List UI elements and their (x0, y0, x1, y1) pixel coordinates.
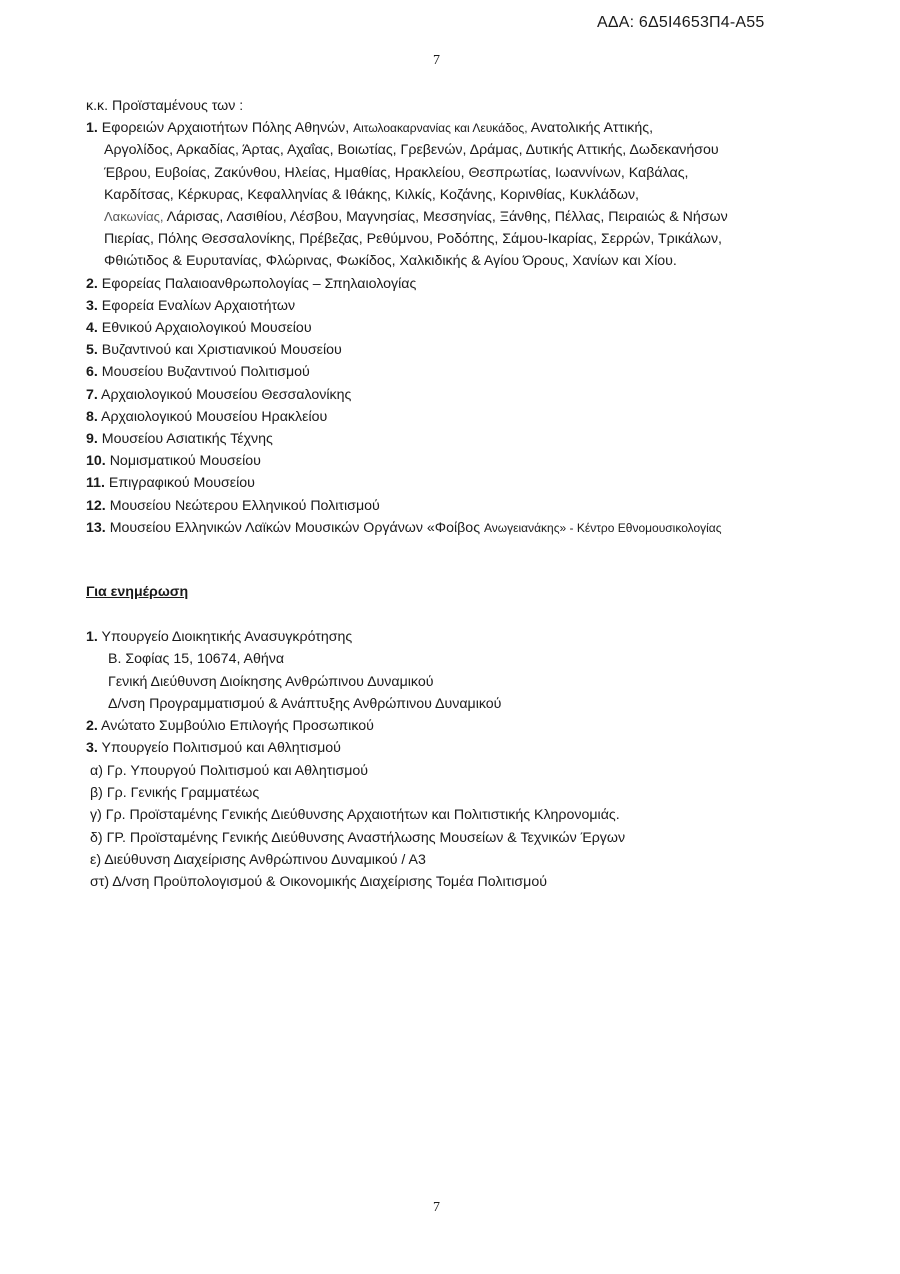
list-item (86, 117, 886, 139)
list-item (86, 273, 886, 295)
sub-item: α) Γρ. Υπουργού Πολιτισμού και Αθλητισμού (90, 762, 369, 779)
sub-item: δ) ΓΡ. Προϊσταμένης Γενικής Διεύθυνσης Αναστήλωσης Μουσείων & Τεχνικών Έργων (90, 829, 626, 846)
item-text: Ανώτατο Συμβούλιο Επιλογής Προσωπικού (101, 718, 374, 735)
address-line: Γενική Διεύθυνση Διοίκησης Ανθρώπινου Δυναμικού (108, 673, 434, 690)
list-item (86, 715, 886, 737)
item-number: 9. (86, 431, 98, 448)
item-text: Επιγραφικού Μουσείου (108, 475, 255, 492)
sub-item: στ) Δ/νση Προϋπολογισμού & Οικονομικής Διαχείρισης Τομέα Πολιτισμού (90, 874, 547, 891)
item-number: 12. (86, 497, 106, 514)
list-item (86, 472, 886, 494)
item-text: Λακωνίας, (104, 209, 164, 225)
list-item-continuation: Αργολίδος, Αρκαδίας, Άρτας, Αχαΐας, Βοιωτίας, Γρεβενών, Δράμας, Δυτικής Αττικής, Δωδεκανήσου (104, 142, 719, 159)
sub-item: ε) Διεύθυνση Διαχείρισης Ανθρώπινου Δυναμικού / Α3 (90, 851, 426, 868)
item-number: 8. (86, 408, 98, 425)
item-number: 1. (86, 629, 98, 645)
item-number: 11. (86, 475, 105, 492)
item-text: Αρχαιολογικού Μουσείου Θεσσαλονίκης (101, 386, 352, 403)
item-text: Μουσείου Ασιατικής Τέχνης (101, 431, 273, 448)
address-line: Β. Σοφίας 15, 10674, Αθήνα (108, 651, 285, 668)
list-item-continuation: Έβρου, Ευβοίας, Ζακύνθου, Ηλείας, Ημαθίας, Ηρακλείου, Θεσπρωτίας, Ιωαννίνων, Καβάλας, (104, 164, 689, 181)
item-text: Βυζαντινού και Χριστιανικού Μουσείου (101, 342, 342, 359)
list-item (86, 317, 886, 339)
item-text: Λάρισας, Λασιθίου, Λέσβου, Μαγνησίας, Μεσσηνίας, Ξάνθης, Πέλλας, Πειραιώς & Νήσων (166, 209, 728, 226)
list-item-continuation: Πιερίας, Πόλης Θεσσαλονίκης, Πρέβεζας, Ρεθύμνου, Ροδόπης, Σάμου-Ικαρίας, Σερρών, Τρικάλων, (104, 231, 722, 248)
list-item (86, 384, 886, 406)
page-number-top: 7 (433, 53, 440, 68)
item-text: Εφορείας Παλαιοανθρωπολογίας – Σπηλαιολογίας (101, 275, 417, 292)
sub-item: β) Γρ. Γενικής Γραμματέως (90, 785, 260, 802)
list-item (86, 361, 886, 383)
recipients-list (86, 95, 886, 539)
item-number: 2. (86, 275, 98, 292)
item-text: Υπουργείο Διοικητικής Ανασυγκρότησης (101, 629, 353, 645)
item-text: Αρχαιολογικού Μουσείου Ηρακλείου (101, 408, 328, 425)
item-text: Εθνικού Αρχαιολογικού Μουσείου (101, 320, 312, 337)
item-number: 13. (86, 519, 106, 536)
item-text: Ανωγειανάκης» - Κέντρο Εθνομουσικολογίας (484, 520, 722, 535)
info-list (86, 626, 886, 894)
item-number: 3. (86, 740, 98, 757)
list-item (86, 295, 886, 317)
item-number: 1. (86, 120, 98, 137)
item-number: 7. (86, 386, 98, 403)
item-text: Εφορεία Εναλίων Αρχαιοτήτων (101, 297, 296, 314)
list-item (86, 339, 886, 361)
ada-code: ΑΔΑ: 6Δ5Ι4653Π4-Α55 (597, 14, 765, 31)
item-text: Εφορειών Αρχαιοτήτων Πόλης Αθηνών, (101, 120, 350, 137)
item-number: 2. (86, 718, 98, 735)
list-item-continuation: Φθιώτιδος & Ευρυτανίας, Φλώρινας, Φωκίδος, Χαλκιδικής & Αγίου Όρους, Χανίων και Χίου. (104, 253, 677, 270)
page-number-bottom: 7 (433, 1200, 440, 1215)
item-text: Νομισματικού Μουσείου (109, 453, 261, 470)
item-text: Ανατολικής Αττικής, (530, 120, 654, 137)
item-number: 5. (86, 342, 98, 359)
list-item (86, 495, 886, 517)
item-number: 6. (86, 364, 98, 381)
list-item (86, 737, 886, 759)
item-number: 10. (86, 453, 106, 470)
list-item (86, 450, 886, 472)
list-item (86, 406, 886, 428)
item-text: Υπουργείο Πολιτισμού και Αθλητισμού (101, 740, 341, 757)
recipients-intro: κ.κ. Προϊσταμένους των : (86, 98, 244, 114)
item-number: 3. (86, 297, 98, 314)
item-text: Αιτωλοακαρνανίας και Λευκάδος, (353, 121, 528, 136)
item-text: Μουσείου Ελληνικών Λαϊκών Μουσικών Οργάνων «Φοίβος (109, 519, 481, 536)
item-text: Μουσείου Νεώτερου Ελληνικού Πολιτισμού (109, 497, 380, 514)
list-item (86, 626, 886, 648)
item-number: 4. (86, 320, 98, 337)
list-item (86, 428, 886, 450)
list-item-continuation (86, 206, 886, 228)
list-item-continuation: Καρδίτσας, Κέρκυρας, Κεφαλληνίας & Ιθάκης, Κιλκίς, Κοζάνης, Κορινθίας, Κυκλάδων, (104, 186, 639, 203)
sub-item: γ) Γρ. Προϊσταμένης Γενικής Διεύθυνσης Αρχαιοτήτων και Πολιτιστικής Κληρονομιάς. (90, 807, 620, 824)
item-text: Μουσείου Βυζαντινού Πολιτισμού (101, 364, 310, 381)
section-title: Για ενημέρωση (86, 584, 189, 600)
address-line: Δ/νση Προγραμματισμού & Ανάπτυξης Ανθρώπινου Δυναμικού (108, 695, 502, 712)
list-item (86, 517, 886, 539)
